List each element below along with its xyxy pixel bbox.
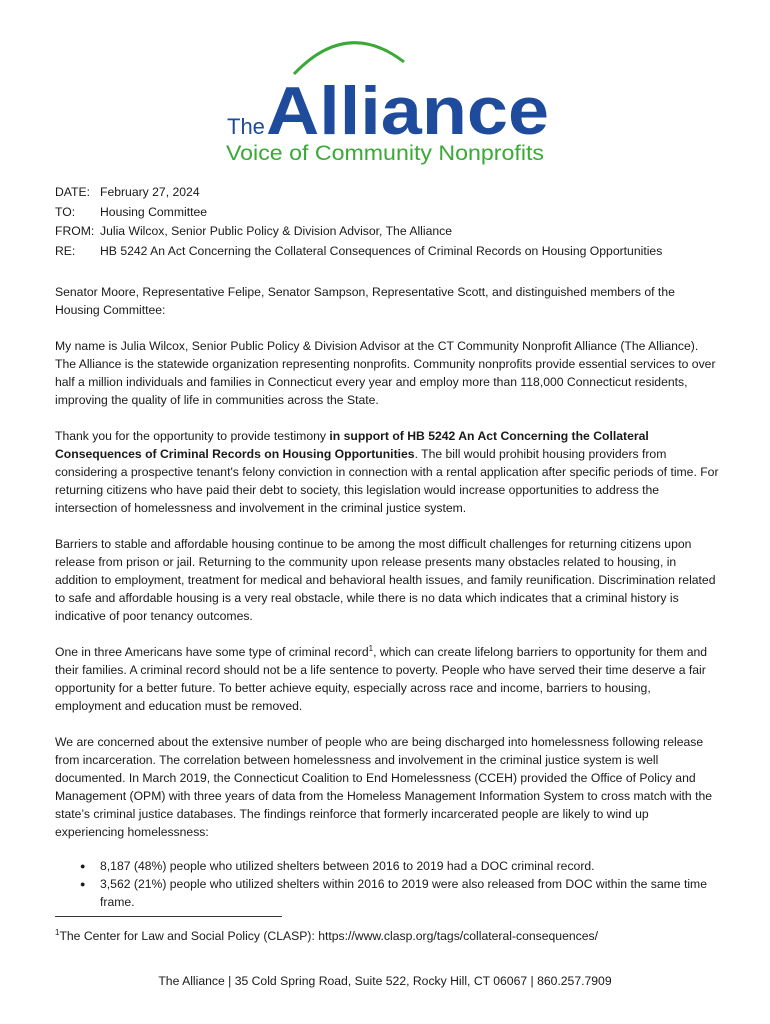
support-lead: Thank you for the opportunity to provide testimony: [55, 429, 330, 443]
memo-re-row: [55, 242, 715, 262]
paragraph-homelessness: We are concerned about the extensive number of people who are being discharged into homelessness following release from incarceration. The correlation between homelessness and involvement in the criminal justice system is well documented. In March 2019, the Connecticut Coalition to End Homelessness (CCEH) provided the Office of Policy and Management (OPM) with three years of data from the Homeless Management Information System to cross match with the state’s criminal justice databases. The findings reinforce that formerly incarcerated people are likely to wind up experiencing homelessness:: [55, 735, 713, 839]
memo-re-value: HB 5242 An Act Concerning the Collateral Consequences of Criminal Records on Housing Opportunities: [100, 243, 663, 258]
findings-list: [55, 857, 719, 911]
memo-from-row: [55, 222, 715, 242]
memo-date-row: [55, 183, 715, 203]
page-footer: The Alliance | 35 Cold Spring Road, Suite 522, Rocky Hill, CT 06067 | 860.257.7909: [158, 974, 612, 988]
finding-item: ● 3,562 (21%) people who utilized shelters within 2016 to 2019 were also released from DOC within the same time frame.: [100, 875, 719, 911]
memo-to-label: TO:: [55, 204, 76, 219]
record-rest: , which can create lifelong barriers to opportunity for them and their families. A criminal record should not be a life sentence to poverty. People who have served their time deserve a fair opportunity for a better future. To better achieve equity, especially across race and income, barriers to housing, employment and education must be removed.: [55, 645, 708, 713]
footnote-text: The Center for Law and Social Policy (CLASP): https://www.clasp.org/tags/collateral-consequences/: [59, 929, 598, 943]
paragraph-support: [55, 427, 719, 517]
salutation: Senator Moore, Representative Felipe, Senator Sampson, Representative Scott, and distinguished members of the Housing Committee:: [55, 285, 675, 317]
logo-arc: [294, 43, 404, 74]
alliance-logo: [222, 26, 552, 166]
logo-tagline: Voice of Community Nonprofits: [226, 142, 544, 165]
support-bill-bold: in support of HB 5242 An Act Concerning the Collateral Consequences of Criminal Records on Housing Opportunities: [55, 429, 649, 461]
paragraph-barriers: Barriers to stable and affordable housing continue to be among the most difficult challenges for returning citizens upon release from prison or jail. Returning to the community upon release presents many obstacles related to housing, in addition to employment, treatment for medical and behavioral health issues, and family reunification. Discrimination related to safe and affordable housing is a very real obstacle, while there is no data which indicates that a criminal history is indicative of poor tenancy outcomes.: [55, 537, 716, 623]
memo-date-label: DATE:: [55, 185, 90, 199]
footnote-ref: 1: [368, 643, 374, 653]
memo-from-label: FROM:: [55, 224, 95, 238]
footnote: [55, 927, 598, 945]
paragraph-criminal-record: [55, 643, 719, 715]
finding-item: ● 8,187 (48%) people who utilized shelters between 2016 to 2019 had a DOC criminal record.: [100, 857, 719, 875]
paragraph-introduction: My name is Julia Wilcox, Senior Public Policy & Division Advisor at the CT Community Nonprofit Alliance (The Alliance). The Alliance is the statewide organization representing nonprofits. Community nonprofits provide essential services to over half a million individuals and families in Connecticut every year and employ more than 118,000 Connecticut residents, improving the quality of life in communities across the State.: [55, 339, 716, 407]
footnote-divider: [55, 916, 282, 917]
letter-body: [55, 283, 719, 911]
footnote-marker: 1: [55, 927, 60, 937]
memo-header: [55, 183, 715, 261]
memo-to-row: [55, 203, 715, 223]
memo-re-label: RE:: [55, 243, 76, 258]
memo-to-value: Housing Committee: [100, 204, 208, 219]
logo-alliance: Alliance: [266, 73, 549, 149]
record-lead: One in three Americans have some type of criminal record: [55, 645, 369, 659]
memo-from-value: Julia Wilcox, Senior Public Policy & Division Advisor, The Alliance: [100, 224, 453, 238]
logo-the: The: [227, 114, 265, 139]
support-rest: . The bill would prohibit housing providers from considering a prospective tenant's felony conviction in connection with a rental application after specific periods of time. For returning citizens who have paid their debt to society, this legislation would increase opportunities to address the intersection of homelessness and involvement in the criminal justice system.: [55, 447, 719, 515]
memo-date-value: February 27, 2024: [100, 185, 200, 199]
